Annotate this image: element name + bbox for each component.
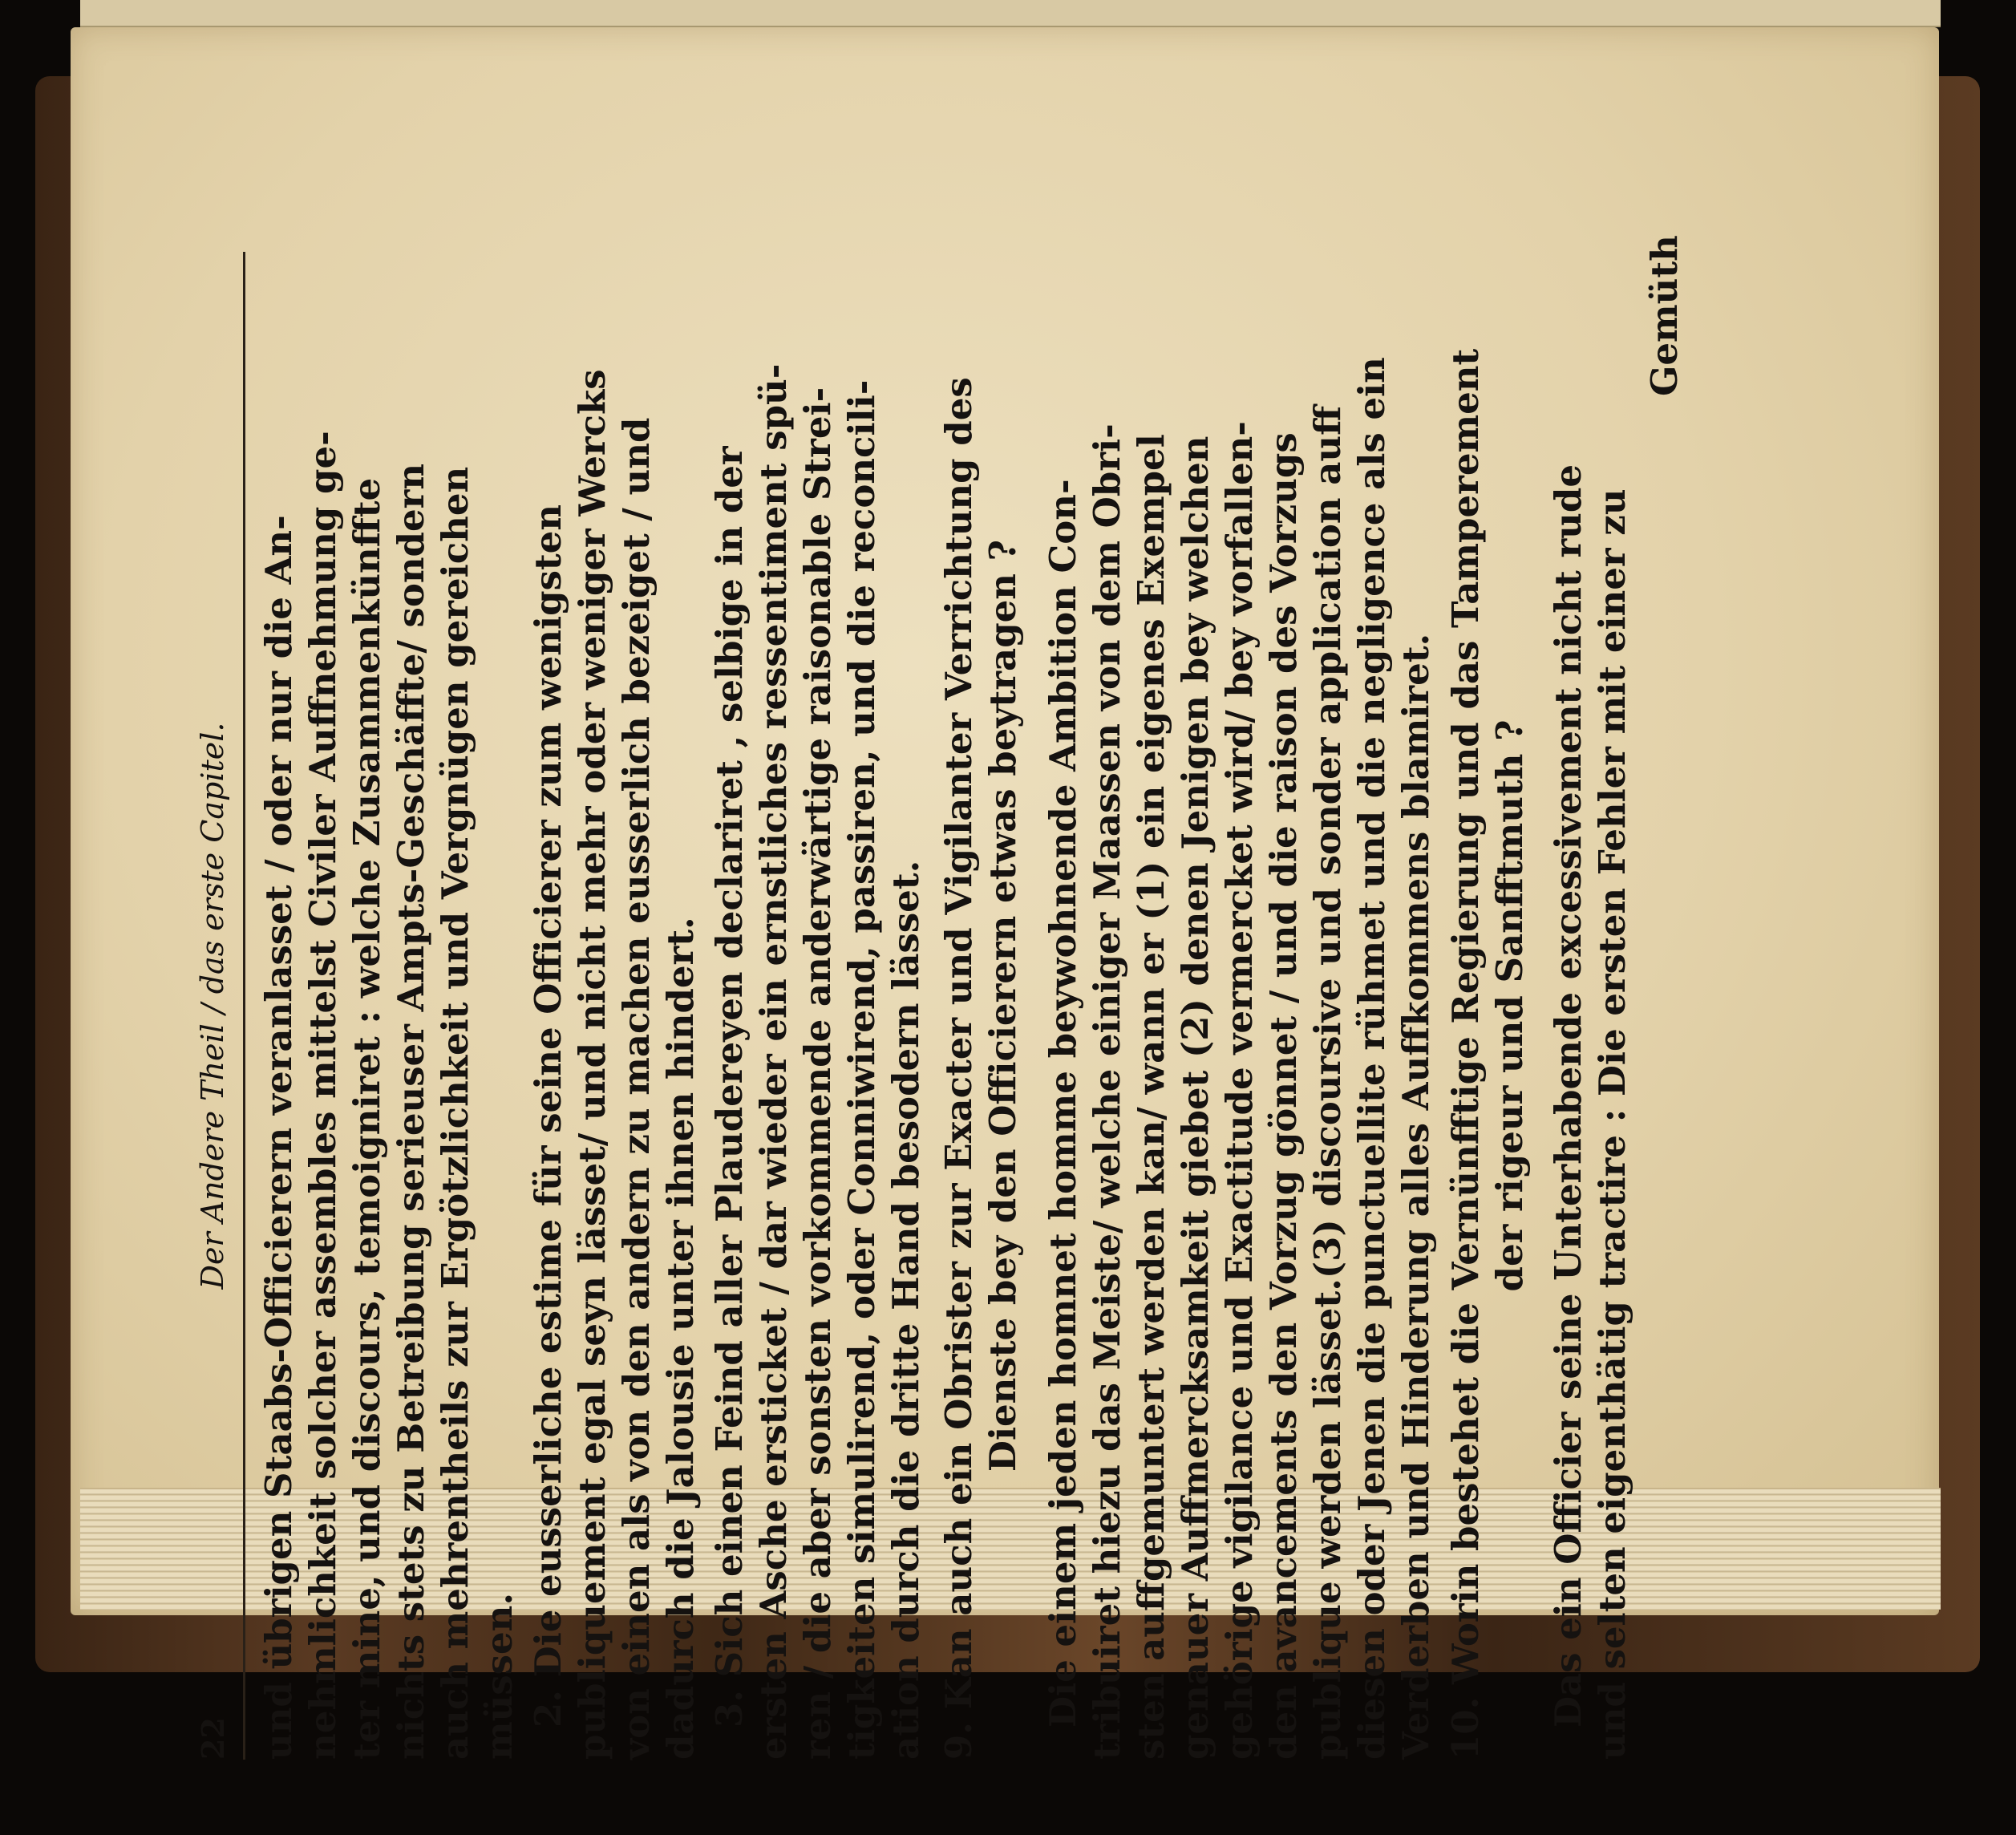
text-line: müssen. <box>478 1592 520 1760</box>
page-number: 22 <box>195 1717 231 1760</box>
text-line: diesen oder Jenen die punctuellite rühmet und die negligence als ein <box>1350 357 1393 1760</box>
text-line: genauer Auffmercksamkeit giebet (2) denen Jenigen bey welchen <box>1174 435 1216 1760</box>
previous-page-edge <box>80 0 1941 27</box>
text-line: von einen als von den andern zu machen eusserlich bezeiget / und <box>615 417 658 1760</box>
text-line: nichts stets zu Betreibung serieuser Ampts-Geschäffte/ sondern <box>390 463 432 1760</box>
text-line: publique werden lässet.(3) discoursive und sonder application auff <box>1306 405 1349 1760</box>
text-line: Die einem jeden homnet homme beywohnende Ambition Con- <box>1042 479 1084 1728</box>
rotated-text-block <box>171 75 1743 1760</box>
text-line: ation durch die dritte Hand besodern lässet. <box>885 860 927 1760</box>
text-line: tigkeiten simulirend, oder Conniwirend, passiren, und die reconcili- <box>840 379 883 1760</box>
text-line: 2. Die eusserliche estime für seine Officierer zum wenigsten <box>527 504 569 1728</box>
text-line: 3. Sich einen Feind aller Plaudereyen declariret , selbige in der <box>708 446 751 1728</box>
text-line: nehmlichkeit solcher assembles mittelst Civiler Auffnehmung ge- <box>302 431 344 1760</box>
text-line: dadurch die Jalousie unter ihnen hindert. <box>659 917 702 1760</box>
text-line: ren / die aber sonsten vorkommende anderwärtige raisonable Strei- <box>796 387 839 1760</box>
text-line: Das ein Officier seine Unterhabende excessivement nicht rude <box>1547 464 1589 1728</box>
text-line: sten auffgemuntert werden kan/ wann er (1) ein eigenes Exempel <box>1130 434 1172 1760</box>
text-line: ter mine, und discours, temoigniret : welche Zusammenkünffte <box>346 477 388 1760</box>
text-line: auch mehrentheils zur Ergötzlichkeit und Vergnügen gereichen <box>434 466 476 1760</box>
text-line: Verderben und Hinderung alles Auffkommens blamiret. <box>1395 633 1437 1760</box>
text-line: und selten eigenthätig tractire : Die ersten Fehler mit einer zu <box>1591 488 1633 1760</box>
text-line: tribuiret hiezu das Meiste/ welche einiger Maassen von dem Obri- <box>1086 423 1128 1760</box>
question-heading: Dienste bey den Officierern etwas beytragen ? <box>982 539 1024 1472</box>
question-heading: der rigeur und Sanfftmuth ? <box>1488 719 1531 1292</box>
header-rule <box>243 252 245 1760</box>
question-heading: 10. Worin bestehet die Vernünfftige Regierung und das Tamperement <box>1444 348 1487 1760</box>
catchword: Gemüth <box>1643 235 1686 396</box>
text-line: gehörige vigilance und Exactitude vermercket wird/ bey vorfallen- <box>1218 421 1261 1760</box>
running-header <box>195 252 235 1760</box>
text-line: publiquement egal seyn lässet/ und nicht mehr oder weniger Wercks <box>571 369 613 1760</box>
text-line: den avancements den Vorzug gönnet / und die raison des Vorzugs <box>1262 432 1305 1760</box>
question-heading: 9. Kan auch ein Obrister zur Exacter und Vigilanter Verrichtung des <box>937 377 980 1760</box>
text-line: ersten Asche ersticket / dar wieder ein ernstliches ressentiment spü- <box>752 363 795 1760</box>
running-title: Der Andere Theil / das erste Capitel. <box>195 722 230 1290</box>
text-line: und übrigen Staabs-Officierern veranlasset / oder nur die An- <box>257 515 300 1760</box>
